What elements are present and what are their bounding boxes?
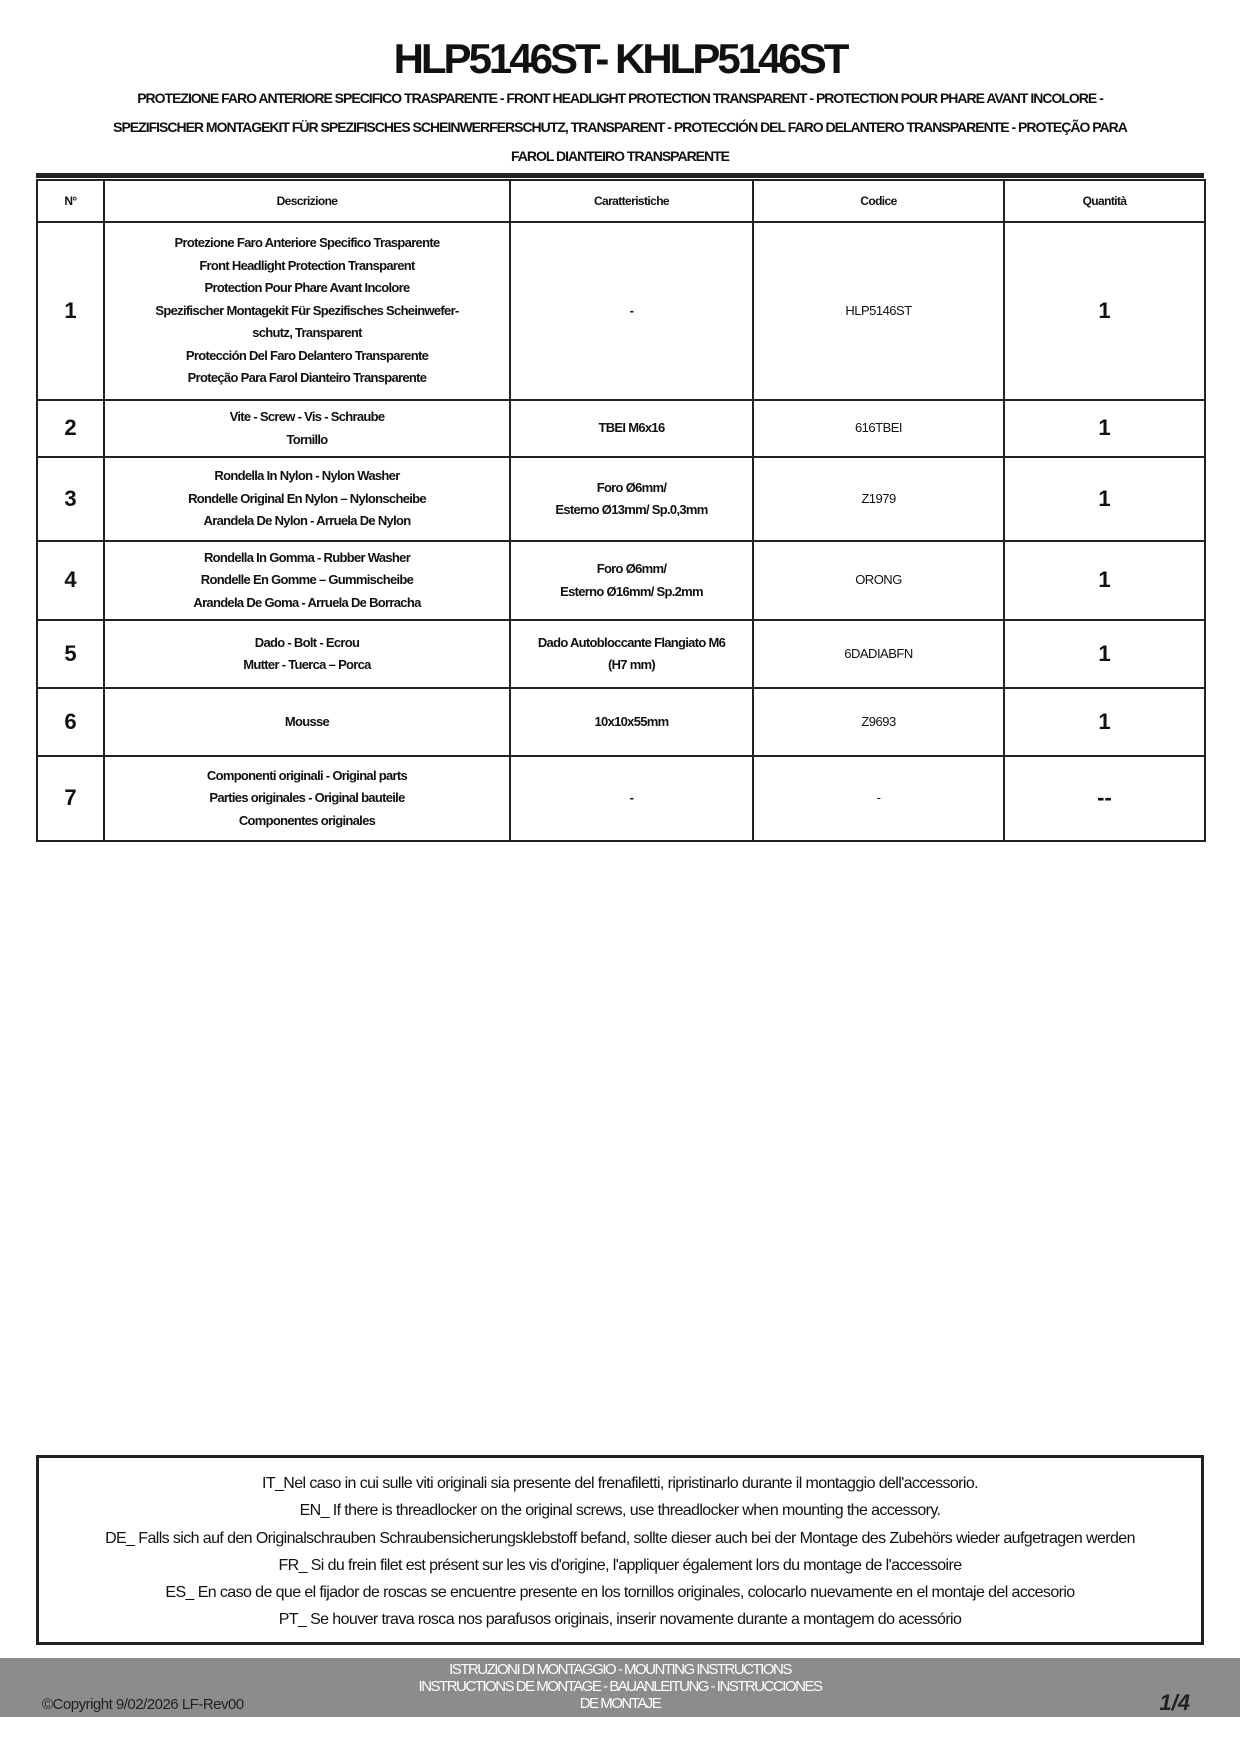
cell-quantity: 1 <box>1004 222 1205 400</box>
cell-quantity: 1 <box>1004 457 1205 541</box>
cell-line: Foro Ø6mm/ <box>596 561 667 576</box>
cell-characteristics <box>510 688 753 756</box>
table-row <box>37 541 1205 620</box>
cell-characteristics <box>510 620 753 688</box>
cell-line: Foro Ø6mm/ <box>596 479 667 495</box>
cell-description <box>104 541 510 620</box>
parts-table <box>36 179 1206 842</box>
cell-number: 7 <box>37 756 104 841</box>
cell-line: Componentes originales <box>238 812 376 828</box>
page-number: 1/4 <box>1159 1690 1190 1715</box>
cell-number: 6 <box>37 688 104 756</box>
cell-line: Protection Pour Phare Avant Incolore <box>204 280 410 296</box>
cell-characteristics <box>510 541 753 620</box>
column-header-description: Descrizione <box>104 180 510 222</box>
document-subtitle <box>40 84 1200 171</box>
cell-line: Arandela De Nylon - Arruela De Nylon <box>203 513 411 529</box>
cell-line: Tornillo <box>286 431 328 447</box>
cell-description <box>104 400 510 457</box>
threadlocker-note-box <box>36 1455 1204 1645</box>
note-en: EN_ If there is threadlocker on the original screws, use threadlocker when mounting the accessory. <box>299 1502 941 1520</box>
cell-description <box>104 756 510 841</box>
column-header-characteristics: Caratteristiche <box>510 180 753 222</box>
cell-line: 10x10x55mm <box>594 713 669 729</box>
note-es: ES_ En caso de que el fijador de roscas se encuentre presente en los tornillos originales, colocarlo nuevamente en el montaje del accesorio <box>165 1584 1075 1602</box>
cell-line: Esterno Ø16mm/ Sp.2mm <box>560 583 703 599</box>
cell-code: Z1979 <box>753 457 1004 541</box>
cell-line: Rondella In Nylon - Nylon Washer <box>214 468 400 484</box>
cell-line: Arandela De Goma - Arruela De Borracha <box>193 594 421 610</box>
cell-line: schutz, Transparent <box>252 325 362 341</box>
cell-line: Dado Autobloccante Flangiato M6 <box>537 634 726 650</box>
cell-code: - <box>753 756 1004 841</box>
column-header-quantity: Quantità <box>1004 180 1205 222</box>
copyright: ©Copyright 9/02/2026 LF-Rev00 <box>42 1696 244 1713</box>
cell-line: Rondelle Original En Nylon – Nylonscheibe <box>188 490 426 506</box>
cell-line: (H7 mm) <box>607 657 656 672</box>
cell-line: - <box>629 790 634 806</box>
footer-instructions-line: ISTRUZIONI DI MONTAGGIO - MOUNTING INSTRUCTIONS <box>449 1661 791 1678</box>
cell-number: 4 <box>37 541 104 620</box>
document-title: HLP5146ST- KHLP5146ST <box>393 35 847 82</box>
cell-code: HLP5146ST <box>753 222 1004 400</box>
cell-description <box>104 222 510 400</box>
cell-line: Rondella In Gomma - Rubber Washer <box>203 549 411 565</box>
cell-code: 616TBEI <box>753 400 1004 457</box>
cell-quantity: 1 <box>1004 541 1205 620</box>
column-header-code: Codice <box>753 180 1004 222</box>
subtitle-line: FAROL DIANTEIRO TRANSPARENTE <box>510 148 730 164</box>
table-row <box>37 222 1205 400</box>
table-row <box>37 400 1205 457</box>
note-pt: PT_ Se houver trava rosca nos parafusos originais, inserir novamente durante a montagem do acessório <box>278 1611 962 1629</box>
cell-characteristics <box>510 222 753 400</box>
cell-line: Rondelle En Gomme – Gummischeibe <box>200 572 414 588</box>
cell-line: Protezione Faro Anteriore Specifico Trasparente <box>174 235 440 251</box>
cell-number: 2 <box>37 400 104 457</box>
cell-line: Front Headlight Protection Transparent <box>199 257 415 273</box>
cell-quantity: 1 <box>1004 688 1205 756</box>
table-row <box>37 756 1205 841</box>
cell-code: 6DADIABFN <box>753 620 1004 688</box>
cell-line: Mutter - Tuerca – Porca <box>243 657 371 672</box>
cell-line: Mousse <box>284 713 330 729</box>
cell-number: 5 <box>37 620 104 688</box>
footer-instructions-line: DE MONTAJE <box>579 1695 661 1712</box>
cell-number: 1 <box>37 222 104 400</box>
cell-characteristics <box>510 400 753 457</box>
cell-line: Proteção Para Farol Dianteiro Transparente <box>187 370 427 386</box>
subtitle-line: PROTEZIONE FARO ANTERIORE SPECIFICO TRASPARENTE - FRONT HEADLIGHT PROTECTION TRANSPARENT - PROTECTION POUR PHARE AVANT INCOLORE - <box>137 90 1103 106</box>
cell-characteristics <box>510 756 753 841</box>
cell-line: Dado - Bolt - Ecrou <box>254 634 360 650</box>
column-header-number: N° <box>37 180 104 222</box>
cell-characteristics <box>510 457 753 541</box>
cell-quantity: -- <box>1004 756 1205 841</box>
subtitle-line: SPEZIFISCHER MONTAGEKIT FÜR SPEZIFISCHES SCHEINWERFERSCHUTZ, TRANSPARENT - PROTECCIÓN DEL FARO DELANTERO TRANSPARENTE - PROTEÇÃO PARA <box>113 119 1127 135</box>
footer-instructions <box>300 1661 940 1712</box>
header-divider <box>36 173 1204 178</box>
footer-band <box>0 1658 1240 1717</box>
cell-quantity: 1 <box>1004 400 1205 457</box>
table-row <box>37 620 1205 688</box>
table-header-row <box>37 180 1205 222</box>
table-row <box>37 688 1205 756</box>
cell-line: - <box>629 302 634 318</box>
cell-line: Spezifischer Montagekit Für Spezifisches Scheinwefer- <box>155 302 459 318</box>
cell-line: Protección Del Faro Delantero Transparente <box>185 347 429 363</box>
table-row <box>37 457 1205 541</box>
cell-code: ORONG <box>753 541 1004 620</box>
cell-quantity: 1 <box>1004 620 1205 688</box>
cell-line: Esterno Ø13mm/ Sp.0,3mm <box>555 502 708 517</box>
cell-line: Componenti originali - Original parts <box>206 767 408 783</box>
footer-instructions-line: INSTRUCTIONS DE MONTAGE - BAUANLEITUNG - INSTRUCCIONES <box>418 1678 822 1695</box>
cell-code: Z9693 <box>753 688 1004 756</box>
cell-description <box>104 620 510 688</box>
note-fr: FR_ Si du frein filet est présent sur les vis d'origine, l'appliquer également lors du montage de l'accessoire <box>278 1556 962 1574</box>
cell-number: 3 <box>37 457 104 541</box>
note-it: IT_Nel caso in cui sulle viti originali sia presente del frenafiletti, ripristinarlo durante il montaggio dell'accessorio. <box>261 1475 978 1492</box>
cell-line: Parties originales - Original bauteile <box>209 790 405 806</box>
cell-line: Vite - Screw - Vis - Schraube <box>229 409 385 424</box>
note-de: DE_ Falls sich auf den Originalschrauben Schraubensicherungsklebstoff befand, sollte dieser auch bei der Montage des Zubehörs wieder aufgetragen werden <box>105 1529 1135 1547</box>
cell-line: TBEI M6x16 <box>598 420 665 436</box>
cell-description <box>104 457 510 541</box>
cell-description <box>104 688 510 756</box>
